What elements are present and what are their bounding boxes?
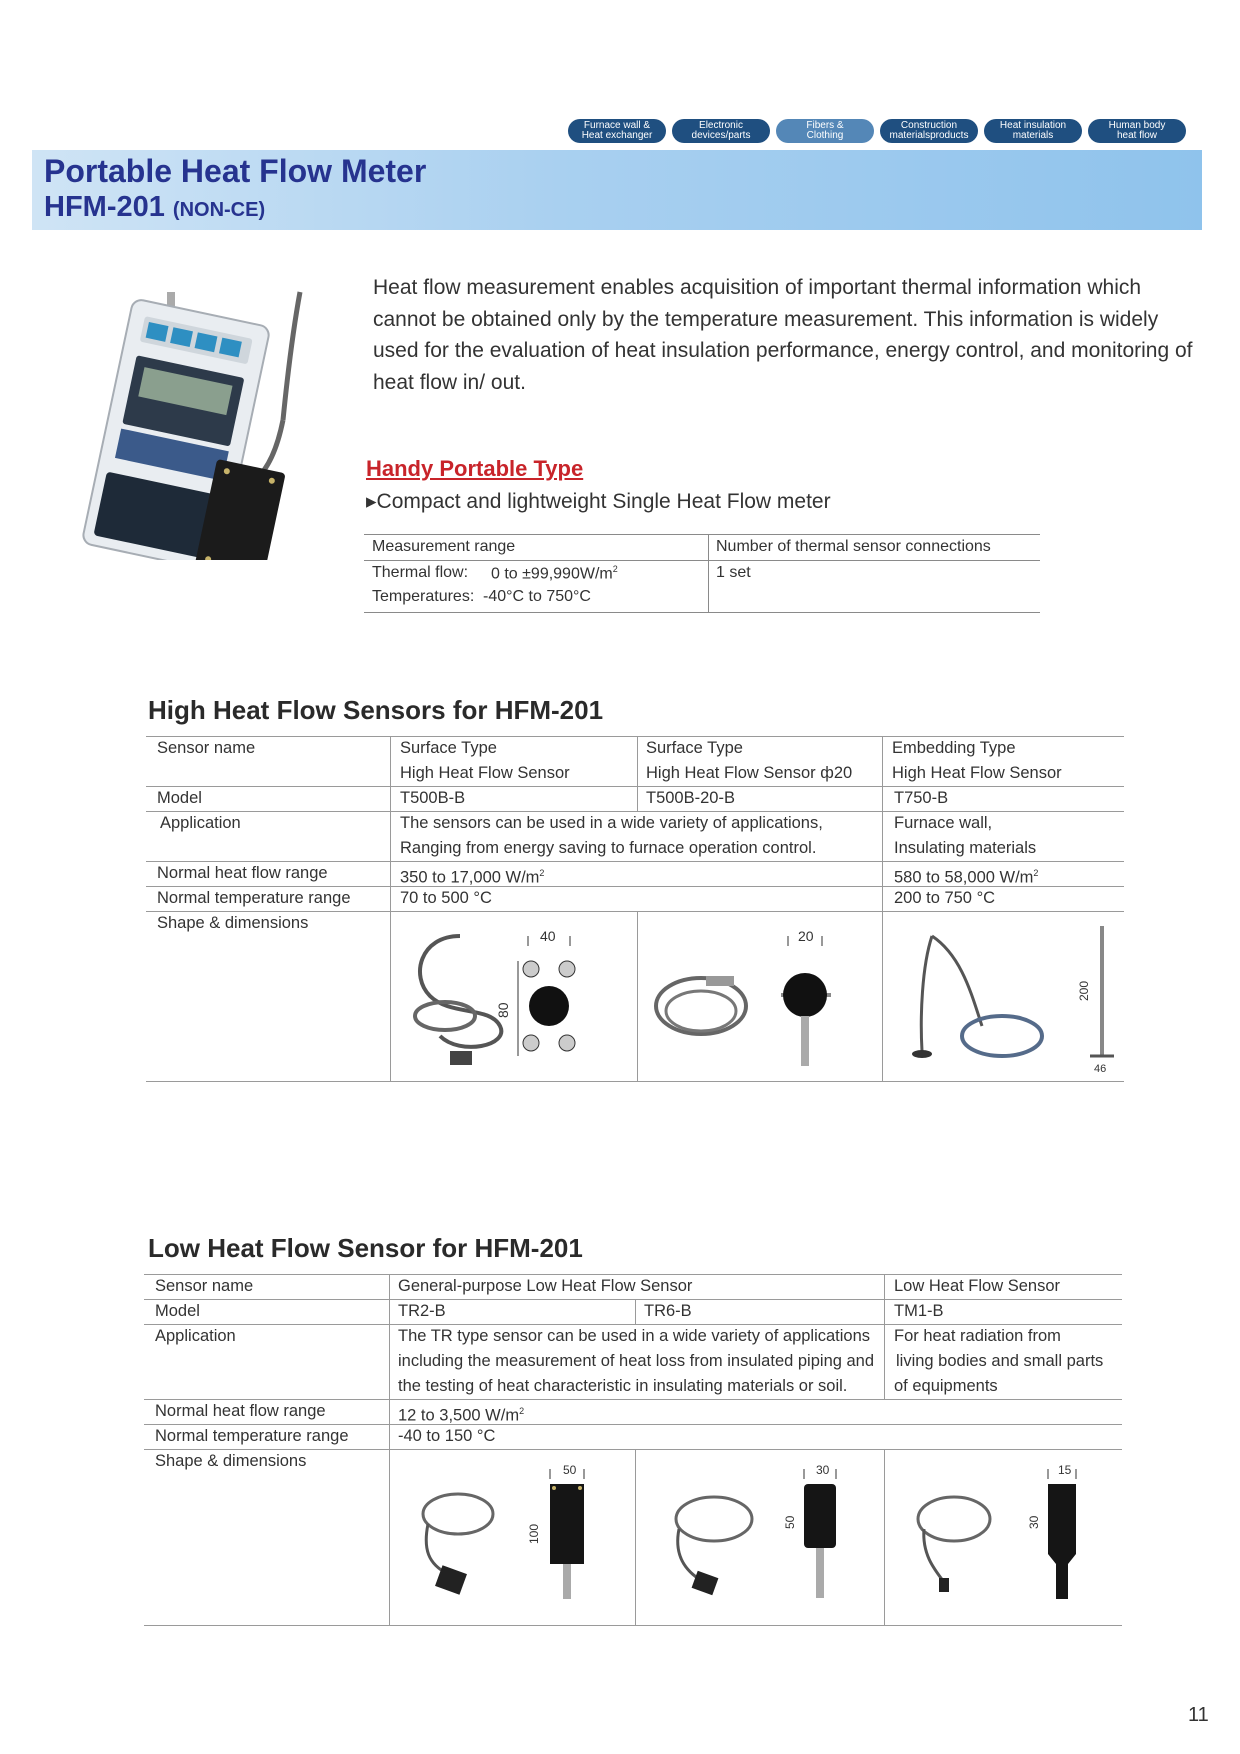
triangle-bullet-icon: ▸ xyxy=(366,490,377,513)
model-cell: T750-B xyxy=(894,789,949,807)
tm1-sensor-drawing xyxy=(894,1454,1122,1622)
application-cell: Furnace wall, xyxy=(894,814,993,832)
dim-height-label: 50 xyxy=(783,1515,797,1529)
temp-range-cell: 70 to 500 °C xyxy=(400,889,492,907)
flow-range-cell: 12 to 3,500 $W/m^2$ xyxy=(398,1406,525,1425)
low-heat-flow-title: Low Heat Flow Sensor for HFM-201 xyxy=(148,1233,583,1263)
label-temp-range: Normal temperature range xyxy=(157,889,351,907)
application-cell: The sensors can be used in a wide variety of applications, xyxy=(400,814,823,832)
thermal-flow-value: 0 to $\pm 99,990W/m^2$ xyxy=(491,564,618,583)
flow-range-cell: 580 to 58,000 $W/m^2$ xyxy=(894,868,1039,887)
sensor-name-cell: Surface Type xyxy=(646,739,743,757)
divider xyxy=(364,560,1040,561)
dim-height-label: 80 xyxy=(495,1002,511,1018)
application-cell: The TR type sensor can be used in a wide variety of applications xyxy=(398,1327,871,1345)
feature-line xyxy=(366,489,831,514)
tr2-sensor-drawing xyxy=(398,1454,628,1622)
model-suffix: (NON-CE) xyxy=(172,199,266,221)
temperatures-label: Temperatures: xyxy=(372,588,475,605)
tag-fibers-clothing[interactable]: Fibers & Clothing xyxy=(776,119,874,143)
page-number: 11 xyxy=(1188,1704,1209,1726)
label-shape: Shape & dimensions xyxy=(155,1452,307,1470)
label-shape: Shape & dimensions xyxy=(157,914,309,932)
label-application: Application xyxy=(155,1327,236,1345)
model-name: HFM-201 xyxy=(44,191,165,223)
temp-range-cell: -40 to 150 °C xyxy=(398,1427,496,1445)
sensor-name-cell: Embedding Type xyxy=(892,739,1016,757)
feature-text: Compact and lightweight Single Heat Flow meter xyxy=(376,490,831,513)
dim-width-label: 20 xyxy=(798,928,814,944)
label-model: Model xyxy=(155,1302,200,1320)
application-cell: including the measurement of heat loss from insulated piping and xyxy=(398,1352,875,1370)
dim-width-label: 30 xyxy=(816,1463,830,1477)
dim-width-label: 50 xyxy=(563,1463,577,1477)
application-cell: Insulating materials xyxy=(894,839,1037,857)
thermal-flow-label: Thermal flow: xyxy=(372,564,469,581)
label-sensor-name: Sensor name xyxy=(155,1277,254,1295)
tr6-sensor-drawing xyxy=(644,1454,884,1622)
divider xyxy=(708,534,709,612)
application-cell: the testing of heat characteristic in insulating materials or soil. xyxy=(398,1377,848,1395)
tag-human-body[interactable]: Human body heat flow xyxy=(1088,119,1186,143)
divider xyxy=(364,534,1040,535)
sensor-name-cell: High Heat Flow Sensor xyxy=(400,764,570,782)
temp-range-cell: 200 to 750 °C xyxy=(894,889,996,907)
application-cell: Ranging from energy saving to furnace operation control. xyxy=(400,839,817,857)
application-cell: living bodies and small parts xyxy=(896,1352,1104,1370)
sensor-name-cell: High Heat Flow Sensor xyxy=(892,764,1062,782)
low-heat-flow-table xyxy=(144,1274,1122,1626)
model-cell: T500B-20-B xyxy=(646,789,735,807)
dim-height-label: 100 xyxy=(527,1523,541,1544)
sensor-name-cell: General-purpose Low Heat Flow Sensor xyxy=(398,1277,693,1295)
dim-height-label: 30 xyxy=(1027,1515,1041,1529)
intro-paragraph: Heat flow measurement enables acquisition of important thermal information which cannot be obtained only by the temperature measurement. This information is widely used for the evaluation of heat insulation performance, energy control, and monitoring of heat flow in/ out. xyxy=(373,276,1193,394)
divider xyxy=(364,612,1040,613)
dim-width-label: 15 xyxy=(1058,1463,1072,1477)
label-flow-range: Normal heat flow range xyxy=(157,864,328,882)
dim-height-label: 200 xyxy=(1077,980,1091,1001)
t500b-sensor-drawing xyxy=(400,916,630,1076)
spec-header-range: Measurement range xyxy=(372,538,516,555)
model-cell: TR6-B xyxy=(644,1302,692,1320)
label-application: Application xyxy=(160,814,241,832)
sensor-name-cell: Low Heat Flow Sensor xyxy=(894,1277,1060,1295)
t750-sensor-drawing xyxy=(892,916,1122,1076)
t500b-20-sensor-drawing xyxy=(646,916,876,1076)
model-cell: T500B-B xyxy=(400,789,466,807)
tag-heat-insulation[interactable]: Heat insulation materials xyxy=(984,119,1082,143)
temperatures-value: -40°C to 750°C xyxy=(483,588,591,605)
label-model: Model xyxy=(157,789,202,807)
type-heading: Handy Portable Type xyxy=(366,456,584,481)
connections-value: 1 set xyxy=(716,564,751,581)
model-cell: TR2-B xyxy=(398,1302,446,1320)
high-heat-flow-title: High Heat Flow Sensors for HFM-201 xyxy=(148,695,604,725)
dim-width-label: 46 xyxy=(1094,1063,1107,1075)
label-flow-range: Normal heat flow range xyxy=(155,1402,326,1420)
model-title xyxy=(44,191,265,224)
spec-header-connections: Number of thermal sensor connections xyxy=(716,538,991,555)
label-temp-range: Normal temperature range xyxy=(155,1427,349,1445)
tag-construction[interactable]: Construction materialsproducts xyxy=(880,119,978,143)
sensor-name-cell: High Heat Flow Sensor ф20 xyxy=(646,764,853,782)
application-cell: For heat radiation from xyxy=(894,1327,1061,1345)
page-title: Portable Heat Flow Meter xyxy=(44,153,427,189)
tag-furnace-wall[interactable]: Furnace wall & Heat exchanger xyxy=(568,119,666,143)
heat-flow-meter-photo xyxy=(55,270,305,560)
dim-width-label: 40 xyxy=(540,928,556,944)
application-cell: of equipments xyxy=(894,1377,998,1395)
tag-electronic-devices[interactable]: Electronic devices/parts xyxy=(672,119,770,143)
high-heat-flow-table xyxy=(146,736,1124,1082)
label-sensor-name: Sensor name xyxy=(157,739,256,757)
sensor-name-cell: Surface Type xyxy=(400,739,497,757)
model-cell: TM1-B xyxy=(894,1302,944,1320)
flow-range-cell: 350 to 17,000 $W/m^2$ xyxy=(400,868,545,887)
